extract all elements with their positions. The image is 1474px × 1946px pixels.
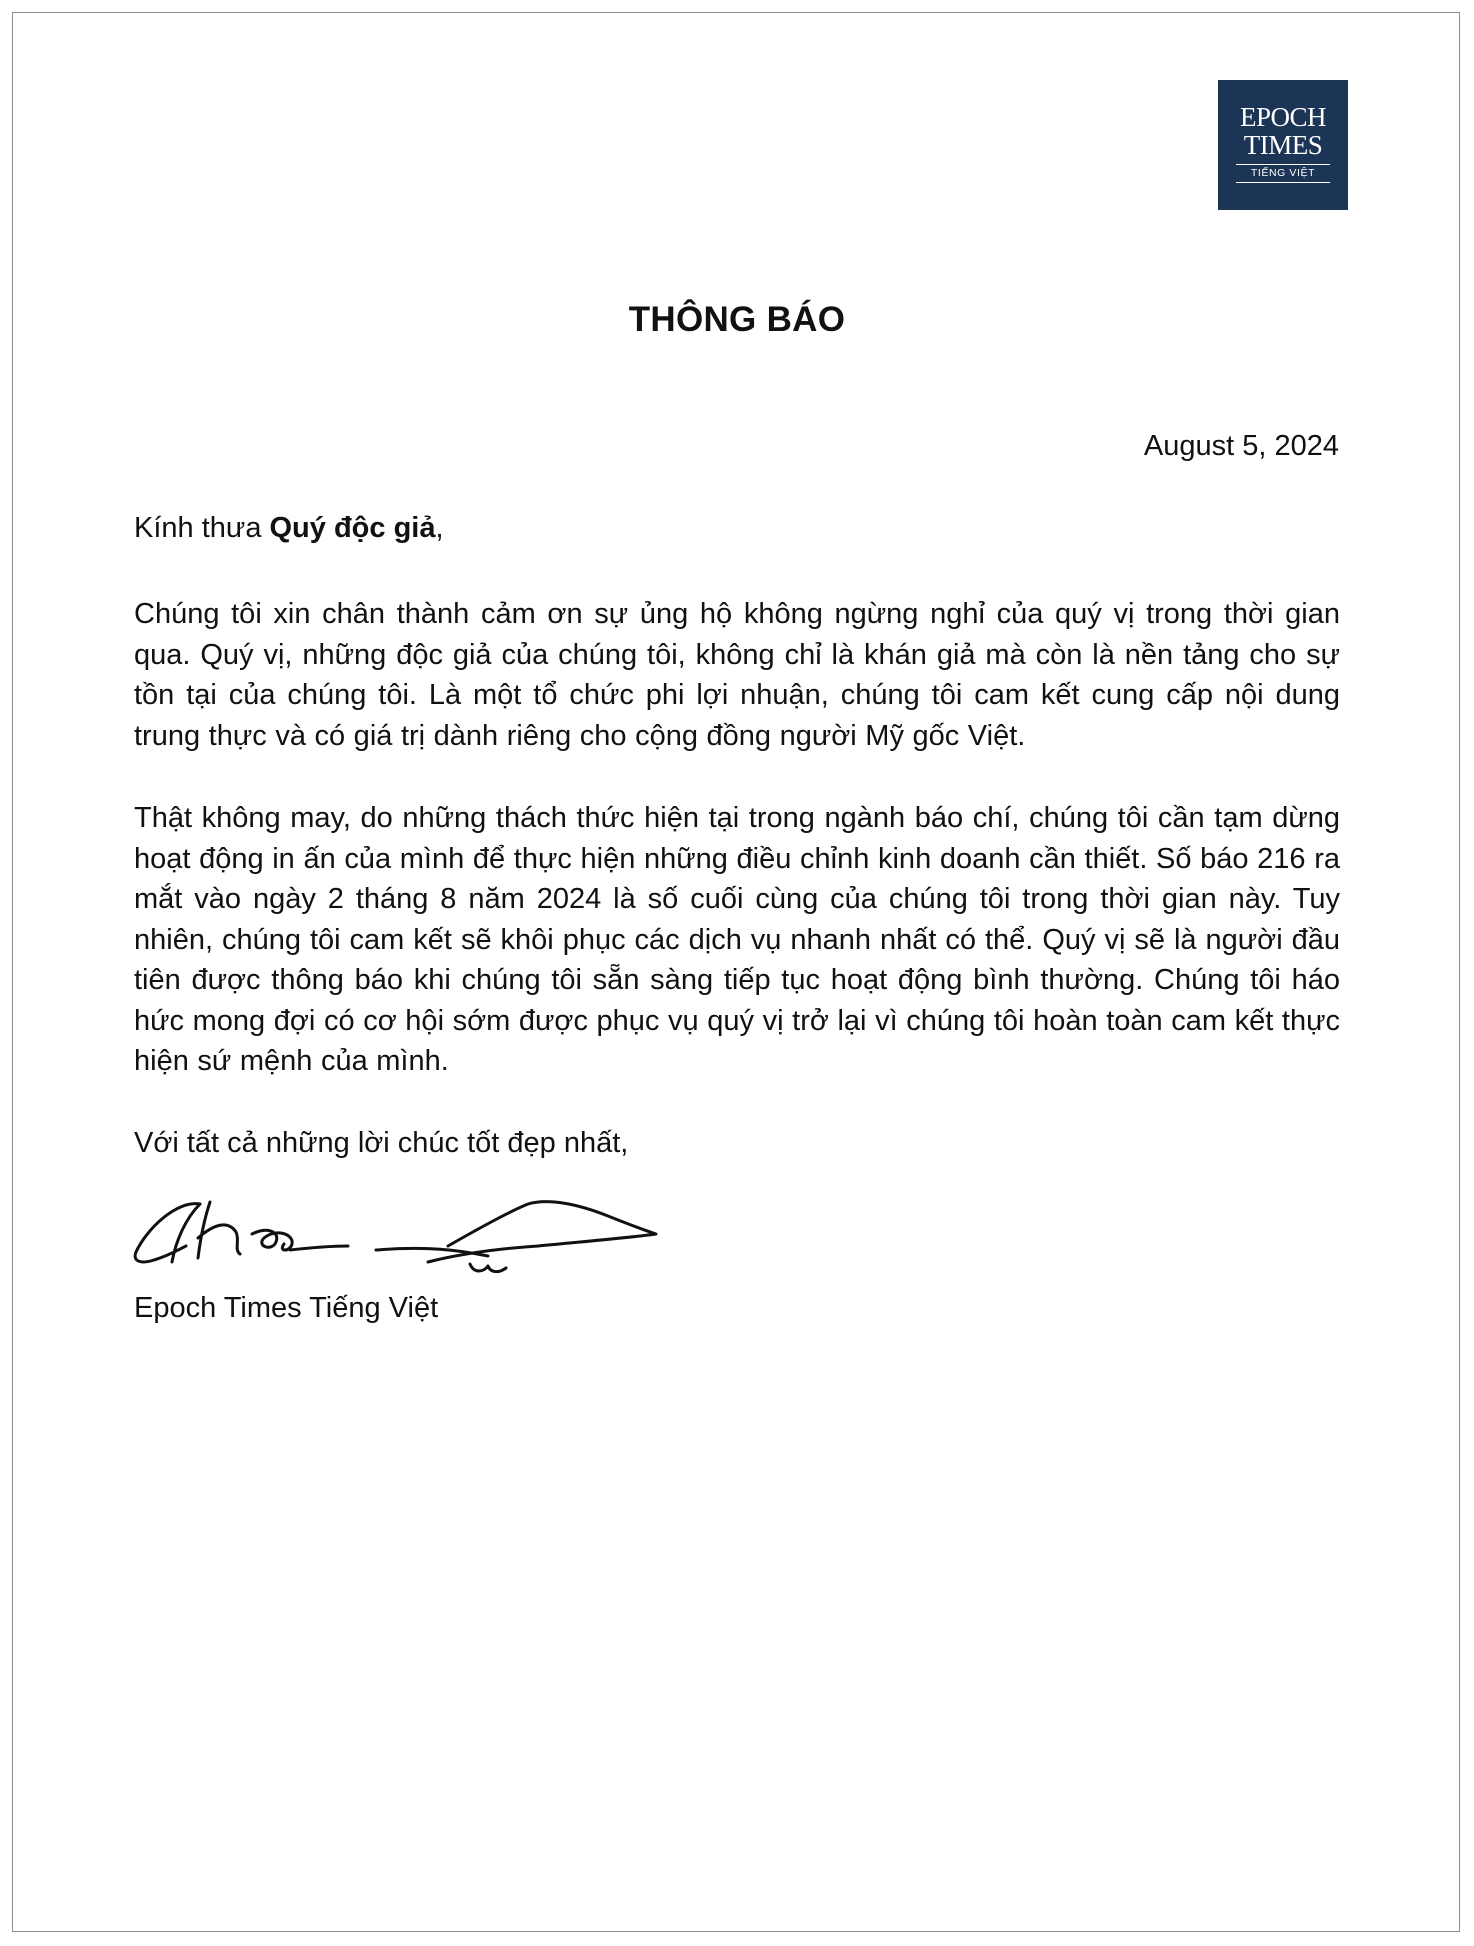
epoch-times-logo (1218, 80, 1348, 210)
salutation-suffix: , (435, 512, 444, 544)
logo-text-epoch: EPOCH (1239, 102, 1326, 132)
handwritten-signature (128, 1190, 688, 1280)
logo-divider-bottom (1236, 182, 1330, 183)
closing-line: Với tất cả những lời chúc tốt đẹp nhất, (134, 1127, 629, 1159)
logo-divider (1236, 164, 1330, 165)
signer-name: Epoch Times Tiếng Việt (134, 1292, 439, 1324)
salutation-emphasis: Quý độc giả (269, 512, 436, 544)
letter-date: August 5, 2024 (1143, 430, 1339, 462)
salutation-prefix: Kính thưa (134, 512, 270, 544)
logo-text-times: TIMES (1243, 130, 1323, 160)
logo-text-tieng-viet: TIẾNG VIỆT (1250, 167, 1316, 179)
body-paragraph-2: Thật không may, do những thách thức hiện tại trong ngành báo chí, chúng tôi cần tạm dừng hoạt động in ấn của mình để thực hiện những điều chỉnh kinh doanh cần thiết. Số báo 216 ra mắt vào ngày 2 tháng 8 năm 2024 là số cuối cùng của chúng tôi trong thời gian này. Tuy nhiên, chúng tôi cam kết sẽ khôi phục các dịch vụ nhanh nhất có thể. Quý vị sẽ là người đầu tiên được thông báo khi chúng tôi sẵn sàng tiếp tục hoạt động bình thường. Chúng tôi háo hức mong đợi có cơ hội sớm được phục vụ quý vị trở lại vì chúng tôi hoàn toàn cam kết thực hiện sứ mệnh của mình. (134, 802, 1340, 1077)
salutation (134, 510, 444, 546)
page-title: THÔNG BÁO (628, 300, 846, 339)
body-paragraph-1: Chúng tôi xin chân thành cảm ơn sự ủng hộ không ngừng nghỉ của quý vị trong thời gian qua. Quý vị, những độc giả của chúng tôi, không chỉ là khán giả mà còn là nền tảng cho sự tồn tại của chúng tôi. Là một tổ chức phi lợi nhuận, chúng tôi cam kết cung cấp nội dung trung thực và có giá trị dành riêng cho cộng đồng người Mỹ gốc Việt. (134, 598, 1340, 752)
